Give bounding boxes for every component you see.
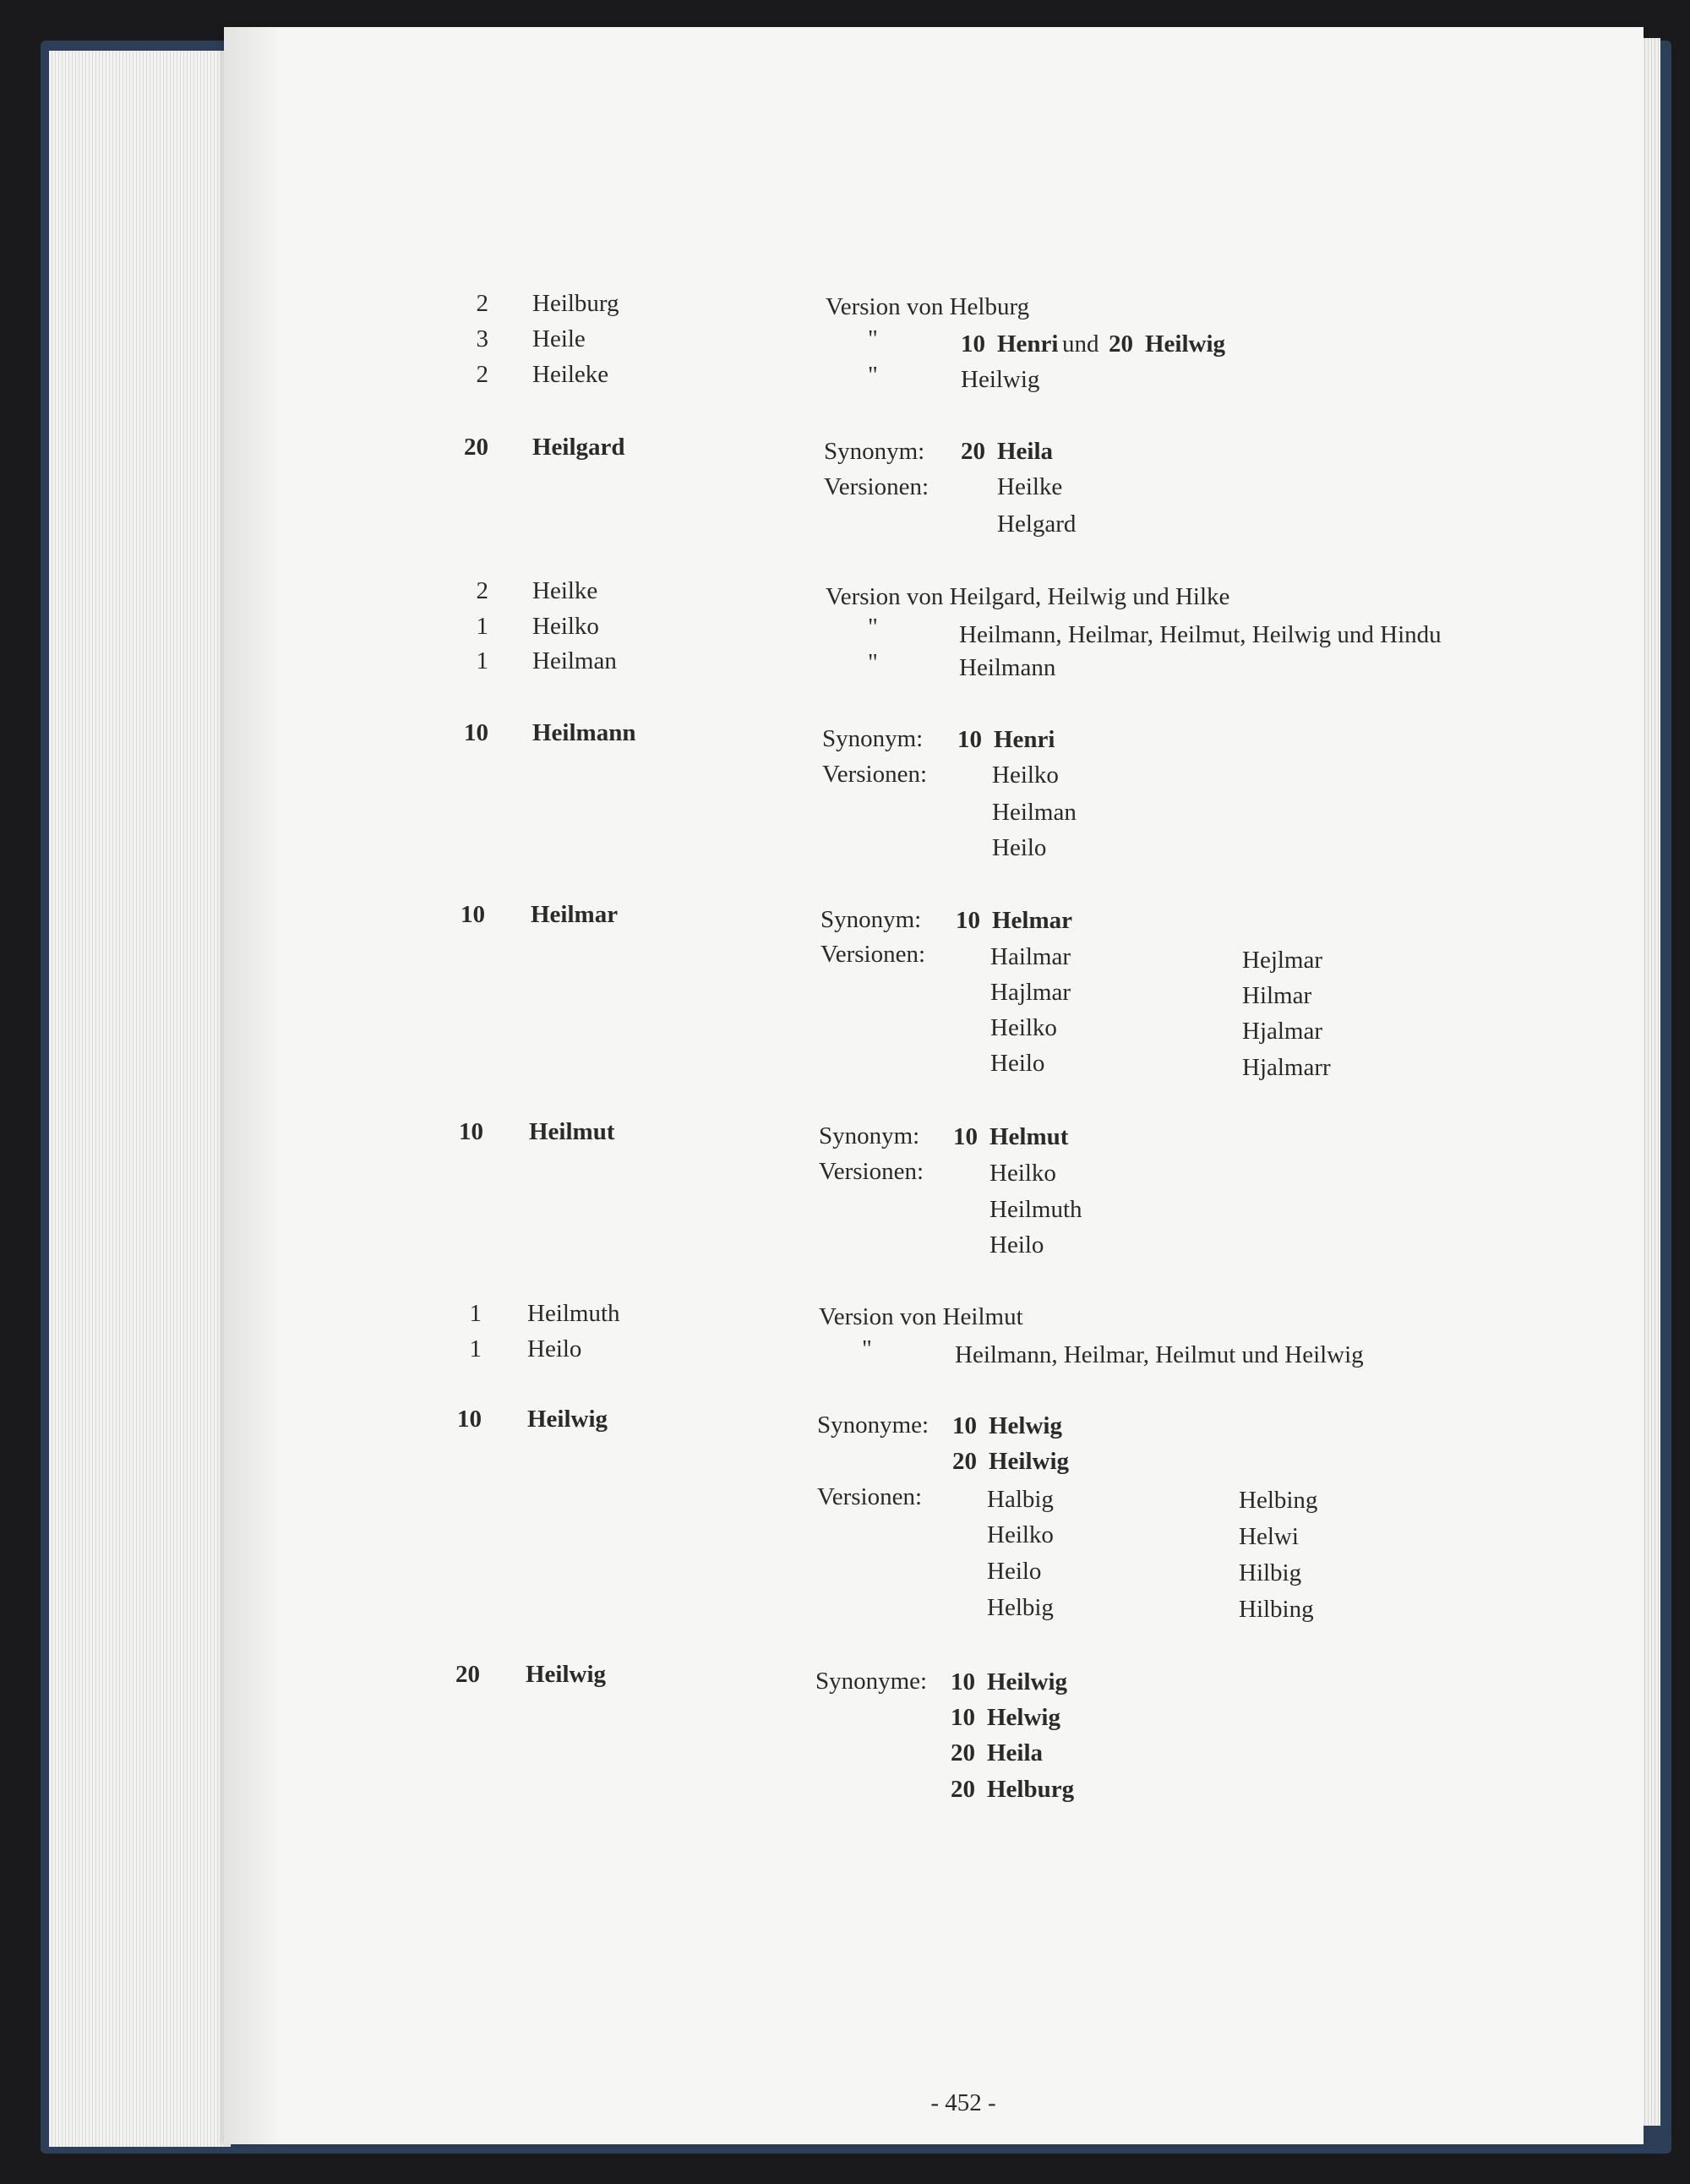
version-name: Heilo [987,1558,1042,1585]
entry-name: Heilo [527,1335,582,1362]
synonym-weight: 10 [951,1704,975,1731]
synonym-name: Helmar [992,907,1073,934]
entry-count: 10 [459,1118,483,1145]
entry-description: Version von Heilgard, Heilwig und Hilke [826,583,1230,610]
version-name: Heilman [992,799,1077,826]
entry-count: 2 [476,290,488,317]
version-name: Hilbing [1239,1596,1314,1623]
versions-label: Versionen: [820,941,926,968]
entry-name: Heilwig [526,1661,607,1688]
synonym-weight: 20 [1109,330,1133,358]
version-name: Helbing [1239,1487,1318,1514]
synonym-label: Synonym: [820,906,922,933]
synonym-name: Helwig [987,1704,1060,1731]
entry-name: Heilke [532,577,598,604]
version-name: Heilko [989,1160,1056,1187]
ditto-mark: " [868,362,878,389]
synonym-weight: 10 [951,1668,975,1695]
version-name: Heilke [997,473,1063,500]
synonym-name: Helmut [989,1123,1069,1150]
synonym-weight: 10 [953,1123,978,1150]
entry-count: 10 [457,1406,482,1433]
versions-label: Versionen: [819,1158,924,1185]
synonym-label: Synonym: [822,725,924,752]
version-name: Heilo [990,1050,1045,1077]
version-name: Heilko [987,1521,1054,1548]
synonym-weight: 20 [951,1739,975,1766]
entry-name: Heilmuth [527,1300,620,1327]
entry-name: Heilmar [531,901,619,928]
ditto-mark: " [868,325,878,352]
version-name: Hjalmarr [1242,1054,1331,1081]
version-name: Hajlmar [990,979,1071,1006]
entry-name: Heileke [532,361,609,388]
synonym-label: Synonym: [819,1122,920,1149]
version-name: Heilo [989,1231,1044,1259]
synonym-label: Synonyme: [817,1411,930,1439]
entry-name: Heilmut [529,1118,615,1145]
page-edges-left [49,51,231,2147]
version-name: Heilwig [961,366,1040,393]
entry-name: Heilko [532,613,599,640]
version-name: Heilo [992,834,1047,861]
version-name: Heilko [990,1014,1057,1041]
version-name: Heilmann, Heilmar, Heilmut und Heilwig [955,1341,1364,1368]
entry-name: Heilman [532,647,617,674]
synonym-label: Synonyme: [815,1668,928,1695]
entry-count: 2 [476,361,488,388]
entry-count: 3 [476,325,488,352]
entry-name: Heile [532,325,586,352]
entry-count: 10 [464,719,488,746]
entry-description: Version von Helburg [826,293,1030,320]
version-name: Hejlmar [1242,947,1323,974]
version-name: Helbig [987,1594,1054,1621]
entry-count: 10 [461,901,485,928]
page-number: - 452 - [930,2089,996,2116]
connector-text: und [1062,330,1099,358]
version-name: Heilko [992,762,1059,789]
entry-name: Heilmann [532,719,636,746]
entry-count: 1 [469,1300,482,1327]
version-name: Halbig [987,1486,1054,1513]
synonym-weight: 20 [951,1776,975,1803]
version-name: Heilmann, Heilmar, Heilmut, Heilwig und Hindu [959,621,1442,648]
synonym-name: Helburg [987,1776,1075,1803]
version-name: Heilmann [959,654,1056,681]
ditto-mark: " [862,1335,872,1362]
entry-name: Heilgard [532,434,625,461]
synonym-label: Synonym: [824,438,925,465]
synonym-name: Henri [994,726,1055,753]
synonym-weight: 20 [952,1448,977,1475]
synonym-weight: 10 [952,1412,977,1439]
synonym-weight: 10 [961,330,985,358]
entry-count: 20 [464,434,488,461]
versions-label: Versionen: [817,1483,923,1510]
entry-count: 1 [476,613,488,640]
version-name: Heilmuth [989,1196,1082,1223]
version-name: Hailmar [990,943,1071,970]
synonym-name: Heilwig [989,1448,1070,1475]
versions-label: Versionen: [824,473,930,500]
synonym-weight: 10 [956,907,980,934]
synonym-weight: 10 [957,726,982,753]
entry-count: 1 [476,647,488,674]
spine-shadow [224,27,283,2144]
version-name: Helgard [997,511,1077,538]
entry-name: Heilburg [532,290,619,317]
synonym-name: Heilwig [987,1668,1068,1695]
entry-description: Version von Heilmut [819,1303,1023,1330]
versions-label: Versionen: [822,761,928,788]
version-name: Hjalmar [1242,1018,1323,1045]
entry-count: 20 [455,1661,480,1688]
book-page [224,27,1644,2144]
ditto-mark: " [868,649,878,676]
synonym-name: Henri [997,330,1059,358]
ditto-mark: " [868,614,878,641]
synonym-name: Heilwig [1145,330,1226,358]
version-name: Hilmar [1242,982,1312,1009]
synonym-weight: 20 [961,438,985,465]
synonym-name: Heila [987,1739,1044,1766]
synonym-name: Heila [997,438,1054,465]
entry-name: Heilwig [527,1406,608,1433]
entry-count: 1 [469,1335,482,1362]
synonym-name: Helwig [989,1412,1062,1439]
version-name: Helwi [1239,1523,1299,1550]
version-name: Hilbig [1239,1559,1302,1586]
entry-count: 2 [476,577,488,604]
